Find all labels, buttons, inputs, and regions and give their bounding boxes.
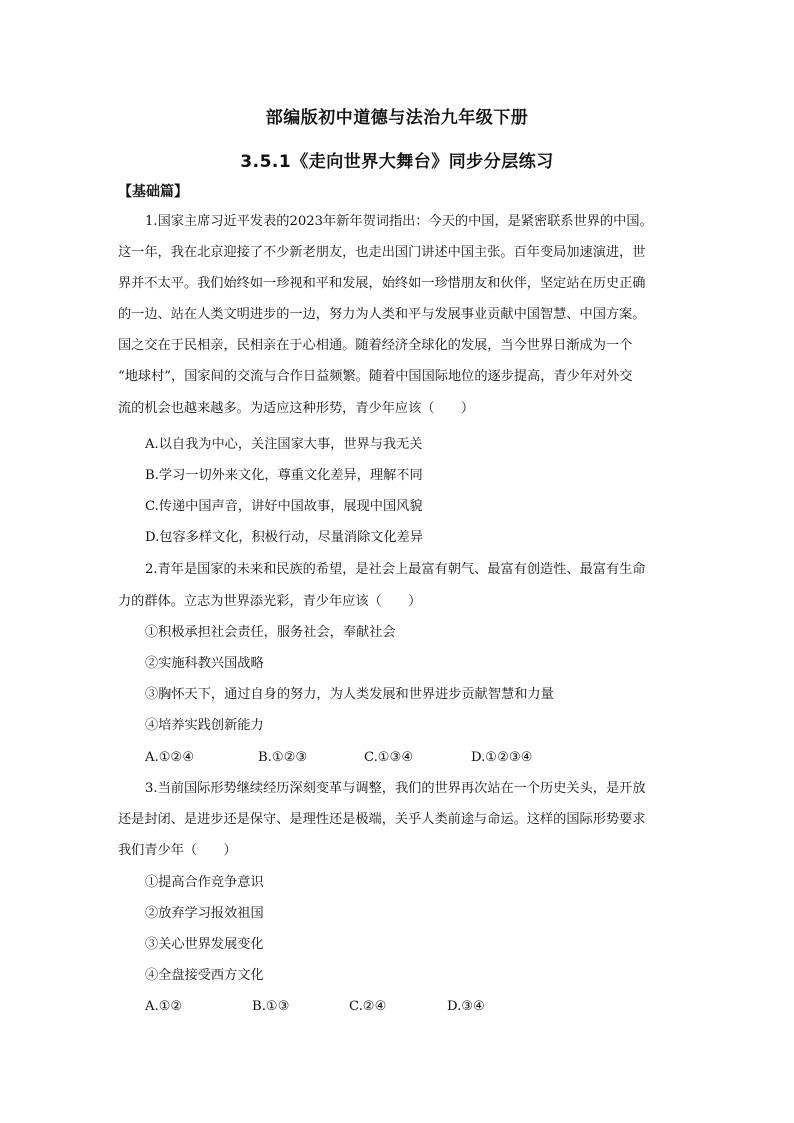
question-1-line: 1.国家主席习近平发表的2023年新年贺词指出：今天的中国，是紧密联系世界的中国。 (145, 214, 653, 229)
question-2-statement-1: ①积极承担社会责任，服务社会，奉献社会 (145, 625, 396, 640)
question-2-statement-2: ②实施科教兴国战略 (145, 656, 264, 671)
question-3-choice-c: C.②④ (349, 999, 387, 1014)
question-1-option-d: D.包容多样文化，积极行动，尽量消除文化差异 (145, 530, 424, 545)
question-1-line: 流的机会也越来越多。为适应这种形势，青少年应该（ ） (118, 401, 475, 416)
question-3-statement-1: ①提高合作竞争意识 (145, 875, 264, 890)
question-1-line: 国之交在于民相亲，民相亲在于心相通。随着经济全球化的发展，当今世界日渐成为一个 (118, 338, 633, 353)
question-3-statement-3: ③关心世界发展变化 (145, 937, 264, 952)
document-title: 部编版初中道德与法治九年级下册 (265, 108, 529, 128)
question-3-choice-b: B.①③ (252, 999, 290, 1014)
question-2-statement-3: ③胸怀天下，通过自身的努力，为人类发展和世界进步贡献智慧和力量 (145, 687, 554, 702)
question-3-choice-a: A.①② (145, 999, 183, 1014)
question-1-option-b: B.学习一切外来文化，尊重文化差异，理解不同 (145, 468, 423, 483)
question-3-line: 还是封闭、是进步还是保守、是理性还是极端，关乎人类前途与命运。这样的国际形势要求 (118, 812, 646, 827)
question-2-choice-a: A.①②④ (145, 750, 195, 765)
question-1-line: 这一年，我在北京迎接了不少新老朋友，也走出国门讲述中国主张。百年变局加速演进，世 (118, 245, 646, 260)
question-2-choice-c: C.①③④ (364, 750, 414, 765)
question-3-line: 我们青少年（ ） (118, 843, 237, 858)
question-1-option-c: C.传递中国声音，讲好中国故事，展现中国风貌 (145, 499, 423, 514)
question-3-statement-4: ④全盘接受西方文化 (145, 968, 264, 983)
question-3-line: 3.当前国际形势继续经历深刻变革与调整，我们的世界再次站在一个历史关头，是开放 (145, 781, 646, 796)
question-1-line: “地球村”，国家间的交流与合作日益频繁。随着中国国际地位的逐步提高，青少年对外交 (118, 369, 633, 384)
question-2-choice-b: B.①②③ (258, 750, 308, 765)
question-2-line: 力的群体。立志为世界添光彩，青少年应该（ ） (118, 594, 422, 609)
question-1-line: 的一边、站在人类文明进步的一边，努力为人类和平与发展事业贡献中国智慧、中国方案。 (118, 307, 646, 322)
question-3-statement-2: ②放弃学习报效祖国 (145, 906, 264, 921)
question-1-line: 界并不太平。我们始终如一珍视和平和发展，始终如一珍惜朋友和伙伴，坚定站在历史正确 (118, 276, 646, 291)
question-2-line: 2.青年是国家的未来和民族的希望，是社会上最富有朝气、最富有创造性、最富有生命 (145, 562, 646, 577)
question-2-choice-d: D.①②③④ (471, 750, 533, 765)
section-heading: 【基础篇】 (118, 184, 188, 200)
question-2-statement-4: ④培养实践创新能力 (145, 718, 264, 733)
question-3-choice-d: D.③④ (447, 999, 485, 1014)
question-1-option-a: A.以自我为中心，关注国家大事，世界与我无关 (145, 437, 423, 452)
document-subtitle: 3.5.1《走向世界大舞台》同步分层练习 (240, 152, 554, 172)
